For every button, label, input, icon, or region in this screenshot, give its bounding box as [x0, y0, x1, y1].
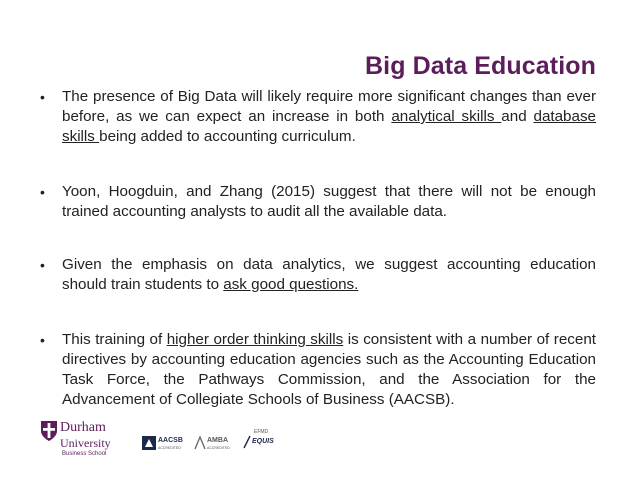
bullet-text-part: The presence of Big Data will likely require more significant changes than ever before, as we can expect an increase in both: [62, 88, 596, 125]
bullet-icon: •: [40, 89, 45, 105]
bullet-item: [40, 330, 596, 410]
durham-university: University: [60, 436, 111, 450]
bullet-icon: •: [40, 257, 45, 273]
bullet-text-part: being added to accounting curriculum.: [99, 128, 356, 145]
bullet-item: [40, 182, 596, 222]
bullet-text-part: is consistent with a number of recent directives by accounting education agencies such as the Accounting Education Task Force, the Pathways Commission, and the Association for the Advancement of Collegiate Schools of Business (AACSB).: [62, 331, 596, 408]
durham-name: Durham: [60, 420, 106, 435]
bullet-text-part: This training of: [62, 331, 167, 348]
bullet-icon: •: [40, 184, 45, 200]
amba-label: AMBA: [207, 437, 228, 444]
bullet-icon: •: [40, 332, 45, 348]
aacsb-emblem-icon: [142, 436, 156, 450]
bullet-item: [40, 87, 596, 147]
aacsb-sub: ACCREDITED: [158, 446, 181, 450]
bullet-text-part: Given the emphasis on data analytics, we suggest accounting education should train students to: [62, 256, 596, 293]
bullet-item: [40, 255, 596, 295]
bullet-text: [62, 87, 596, 147]
bullet-text-part: and: [501, 108, 534, 125]
slide-title: Big Data Education: [365, 52, 596, 80]
bullet-text: [62, 255, 596, 295]
equis-emblem-icon: [242, 435, 252, 449]
analytical-skills-link[interactable]: analytical skills: [391, 108, 502, 125]
equis-sub: EFMD: [254, 429, 269, 435]
amba-sub: ACCREDITED: [207, 446, 230, 450]
bullet-text: Yoon, Hoogduin, and Zhang (2015) suggest that there will not be enough trained accounting analysts to audit all the available data.: [62, 183, 596, 220]
amba-logo: [194, 434, 238, 458]
durham-school: Business School: [62, 451, 107, 457]
amba-emblem-icon: [194, 436, 206, 450]
ask-good-questions-link[interactable]: ask good questions.: [223, 276, 359, 293]
durham-logo: [40, 418, 130, 458]
bullet-text: [62, 330, 596, 410]
aacsb-logo: [142, 434, 188, 458]
durham-shield-icon: [40, 420, 58, 442]
database-skills-link[interactable]: database skills: [62, 108, 596, 145]
bullet-list: [40, 87, 596, 410]
equis-label: EQUIS: [252, 438, 274, 445]
higher-order-thinking-skills-link[interactable]: higher order thinking skills: [166, 331, 344, 348]
aacsb-label: AACSB: [158, 437, 183, 444]
equis-logo: [242, 428, 278, 458]
